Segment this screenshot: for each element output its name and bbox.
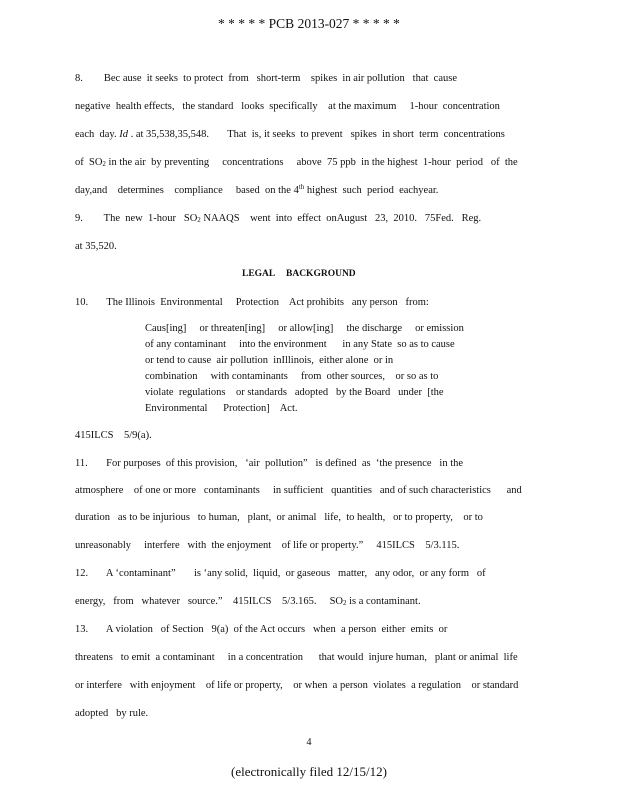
p13-line-3: or interfere with enjoyment of life or property, or when a person violates a regulation or standard bbox=[75, 680, 519, 691]
id-citation: Id bbox=[119, 129, 128, 140]
p8-line-3-b: . at 35,538,35,548. That is, it seeks to prevent spikes in short term concentrations bbox=[127, 129, 505, 140]
p8-line-1: 8. Bec ause it seeks to protect from short-term spikes in air pollution that cause bbox=[75, 73, 457, 84]
p10-citation: 415ILCS 5/9(a). bbox=[75, 430, 152, 441]
p12-line-2-b: is a contaminant. bbox=[346, 596, 421, 607]
p8-line-5-b: highest such period eachyear. bbox=[304, 185, 439, 196]
page-number: 4 bbox=[306, 737, 312, 748]
so2-subscript: 2 bbox=[197, 216, 201, 224]
p9-line-1 bbox=[75, 213, 481, 225]
quote-line: combination with contaminants from other sources, or so as to bbox=[145, 371, 439, 382]
quote-line: violate regulations or standards adopted by the Board under [the bbox=[145, 387, 444, 398]
section-heading-legal: LEGAL bbox=[242, 269, 276, 279]
p13-line-4: adopted by rule. bbox=[75, 708, 149, 719]
p8-line-3-a: each day. bbox=[75, 129, 120, 140]
p9-line-2: at 35,520. bbox=[75, 241, 117, 252]
quote-line: Environmental Protection] Act. bbox=[145, 403, 298, 414]
p11-line-2: atmosphere of one or more contaminants in sufficient quantities and of such characteristics and bbox=[75, 485, 522, 496]
so2-subscript: 2 bbox=[102, 160, 106, 168]
so2-subscript: 2 bbox=[343, 599, 347, 607]
p9-line-1-a: 9. The new 1-hour SO bbox=[75, 213, 198, 224]
p8-line-4 bbox=[75, 157, 518, 169]
p11-line-1: 11. For purposes of this provision, ‘air pollution” is defined as ‘the presence in the bbox=[75, 458, 464, 469]
p11-line-3: duration as to be injurious to human, plant, or animal life, to health, or to property, or to bbox=[75, 512, 483, 523]
quote-line: or tend to cause air pollution inIllinois, either alone or in bbox=[145, 355, 394, 366]
p13-line-2: threatens to emit a contaminant in a concentration that would injure human, plant or animal life bbox=[75, 652, 518, 663]
p12-line-2-a: energy, from whatever source.” 415ILCS 5/3.165. SO bbox=[75, 596, 343, 607]
p8-line-5-a: day,and determines compliance based on the 4 bbox=[75, 185, 299, 196]
quote-line: Caus[ing] or threaten[ing] or allow[ing] the discharge or emission bbox=[145, 323, 464, 334]
ordinal-superscript: th bbox=[298, 183, 305, 191]
p8-line-4-b: in the air by preventing concentrations above 75 ppb in the highest 1-hour period of the bbox=[105, 157, 518, 168]
p8-line-3 bbox=[75, 129, 505, 141]
p11-line-4: unreasonably interfere with the enjoyment of life or property.” 415ILCS 5/3.115. bbox=[75, 540, 460, 551]
p8-line-5 bbox=[75, 185, 438, 197]
quote-line: of any contaminant into the environment in any State so as to cause bbox=[145, 339, 455, 350]
p12-line-1: 12. A ‘contaminant” is ‘any solid, liquid, or gaseous matter, any odor, or any form of bbox=[75, 568, 486, 579]
p8-line-2: negative health effects, the standard looks specifically at the maximum 1-hour concentration bbox=[75, 101, 500, 112]
filing-footer: (electronically filed 12/15/12) bbox=[231, 764, 387, 779]
p10-line-1: 10. The Illinois Environmental Protection Act prohibits any person from: bbox=[75, 297, 429, 308]
p9-line-1-b: NAAQS went into effect onAugust 23, 2010. 75Fed. Reg. bbox=[200, 213, 482, 224]
document-header: * * * * * PCB 2013-027 * * * * * bbox=[218, 16, 400, 31]
section-heading-background: BACKGROUND bbox=[286, 269, 356, 279]
p12-line-2 bbox=[75, 596, 421, 608]
p13-line-1: 13. A violation of Section 9(a) of the Act occurs when a person either emits or bbox=[75, 624, 448, 635]
p8-line-4-a: of SO bbox=[75, 157, 103, 168]
